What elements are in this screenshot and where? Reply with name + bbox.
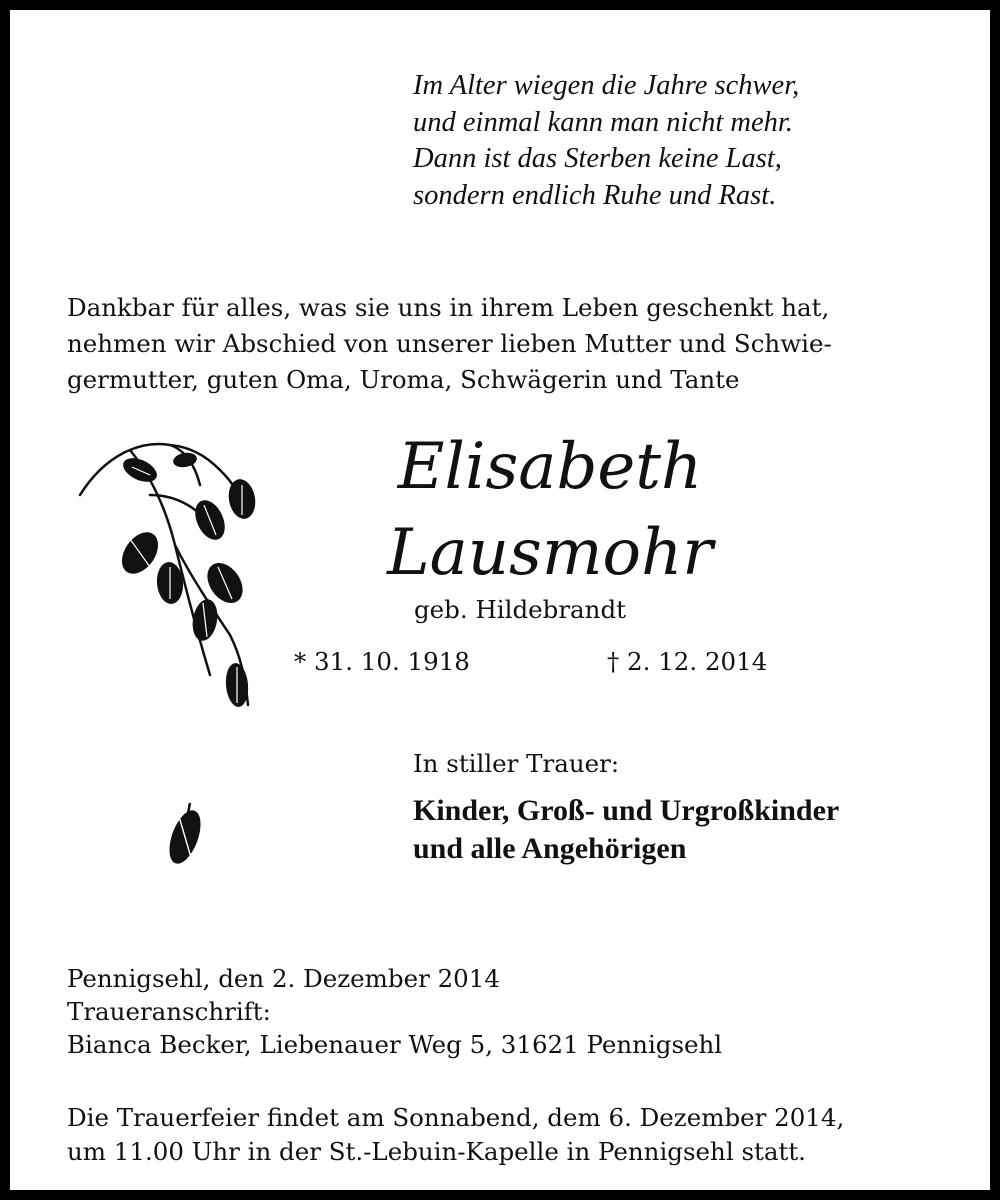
mourning-label: In stiller Trauer: [413, 749, 620, 778]
death-date: † 2. 12. 2014 [607, 647, 768, 676]
poem [413, 68, 973, 214]
funeral-service [67, 1101, 977, 1169]
mourners-line: und alle Angehörigen [413, 832, 687, 865]
service-line: Die Trauerfeier findet am Sonnabend, dem 6. Dezember 2014, [67, 1103, 845, 1132]
address-label: Traueranschrift: [67, 997, 271, 1026]
birth-name: geb. Hildebrandt [414, 595, 626, 624]
poem-line: Dann ist das Sterben keine Last, [413, 143, 782, 174]
deceased-name [320, 424, 780, 596]
intro-line: germutter, guten Oma, Uroma, Schwägerin und Tante [67, 365, 740, 394]
mourners-line: Kinder, Groß- und Urgroßkinder [413, 794, 840, 827]
birth-date: * 31. 10. 1918 [294, 647, 470, 676]
falling-leaf-icon [160, 795, 210, 875]
poem-line: und einmal kann man nicht mehr. [413, 106, 793, 138]
mourning-address: Bianca Becker, Liebenauer Weg 5, 31621 Pennigsehl [67, 1030, 723, 1059]
intro-line: Dankbar für alles, was sie uns in ihrem Leben geschenkt hat, [67, 293, 830, 322]
mourners [413, 792, 839, 868]
place-date: Pennigsehl, den 2. Dezember 2014 [67, 964, 500, 993]
last-name: Lausmohr [387, 516, 713, 590]
poem-line: sondern endlich Ruhe und Rast. [413, 179, 777, 211]
service-line: um 11.00 Uhr in der St.-Lebuin-Kapelle in Pennigsehl statt. [67, 1137, 806, 1166]
intro-line: nehmen wir Abschied von unserer lieben Mutter und Schwie- [67, 329, 832, 358]
poem-line: Im Alter wiegen die Jahre schwer, [413, 70, 800, 101]
place-and-address [67, 962, 977, 1061]
leafy-branch-icon [70, 435, 330, 725]
intro-text [67, 290, 977, 398]
first-name: Elisabeth [397, 430, 703, 504]
